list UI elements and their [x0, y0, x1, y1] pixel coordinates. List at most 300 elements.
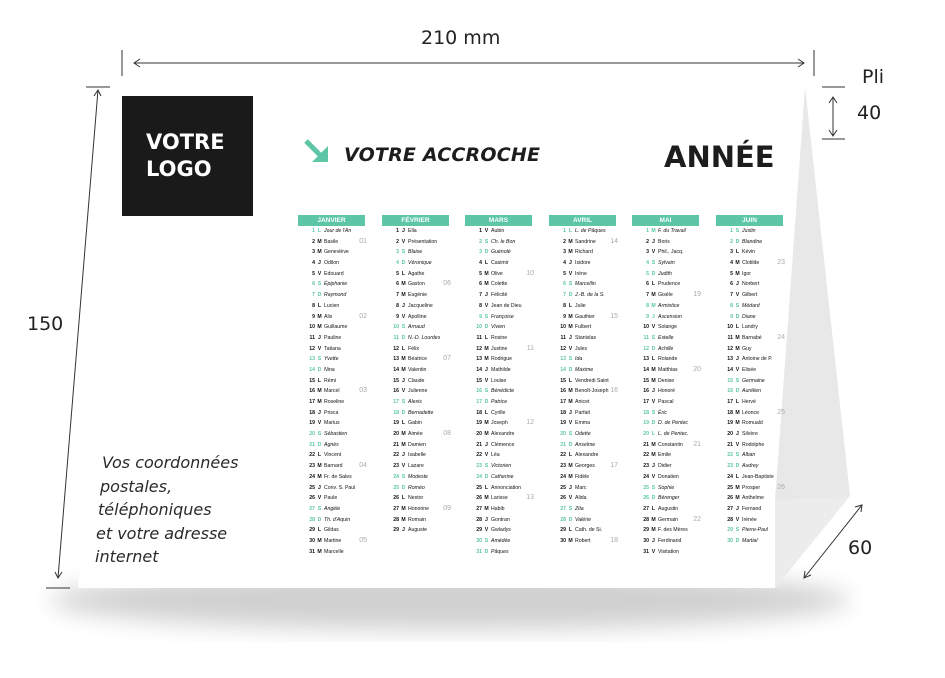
saint-name: Alexis	[408, 399, 422, 405]
saint-name: Fidèle	[575, 473, 590, 480]
day-number: 28	[643, 516, 649, 523]
day-row	[716, 376, 828, 387]
day-number: 1	[646, 228, 649, 234]
day-number: 20	[309, 431, 315, 438]
day-letter: V	[568, 420, 573, 427]
saint-name: Clémence	[491, 441, 515, 448]
day-letter: L	[484, 484, 489, 491]
day-number: 23	[393, 463, 399, 470]
week-number: 18	[610, 536, 618, 544]
day-letter: L	[317, 377, 322, 384]
day-letter: S	[401, 324, 406, 331]
day-letter: M	[651, 527, 656, 534]
day-letter: M	[401, 366, 406, 373]
width-label: 210 mm	[421, 27, 501, 49]
day-letter: M	[568, 249, 573, 256]
saint-name: Béatrice	[408, 356, 428, 363]
day-number: 18	[309, 409, 315, 416]
saint-name: Romuald	[742, 420, 763, 427]
day-letter: V	[317, 270, 322, 277]
day-number: 29	[476, 527, 482, 534]
day-letter: M	[401, 516, 406, 523]
day-letter: M	[401, 281, 406, 288]
day-letter: D	[401, 260, 406, 267]
day-number: 16	[727, 388, 733, 395]
day-letter: S	[568, 505, 573, 512]
day-number: 3	[563, 249, 566, 256]
day-letter: M	[484, 281, 489, 288]
day-row	[632, 547, 744, 558]
day-letter: J	[485, 366, 488, 373]
week-number: 04	[359, 462, 367, 470]
saint-name: Annonciation	[491, 484, 521, 491]
day-number: 7	[479, 292, 482, 299]
month-header: JUIN	[716, 215, 783, 226]
saint-name: Marcel	[324, 388, 340, 395]
saint-name: Justine	[491, 345, 508, 352]
day-letter: M	[317, 249, 322, 256]
day-number: 15	[643, 377, 649, 384]
day-number: 9	[563, 313, 566, 320]
contact-line: internet	[95, 547, 159, 566]
saint-name: F. du Travail	[658, 228, 686, 234]
day-letter: S	[651, 409, 656, 416]
day-letter: V	[568, 270, 573, 277]
saint-name: L. de Pentec.	[658, 431, 689, 438]
day-letter: S	[317, 281, 322, 288]
day-letter: J	[569, 484, 572, 491]
day-number: 27	[643, 505, 649, 512]
saint-name: Odilon	[324, 260, 339, 267]
day-number: 6	[563, 281, 566, 288]
day-letter: D	[317, 441, 322, 448]
day-number: 29	[727, 527, 733, 534]
day-letter: D	[484, 399, 489, 405]
saint-name: Roseline	[324, 399, 345, 405]
day-letter: S	[651, 484, 656, 491]
day-letter: L	[568, 228, 573, 234]
day-row	[716, 258, 828, 269]
saint-name: Apolline	[408, 313, 427, 320]
day-row	[298, 547, 410, 558]
day-row	[716, 397, 828, 408]
day-letter: M	[735, 345, 740, 352]
day-number: 25	[643, 484, 649, 491]
day-letter: D	[484, 324, 489, 331]
day-letter: J	[318, 260, 321, 267]
day-number: 29	[393, 527, 399, 534]
day-letter: V	[401, 463, 406, 470]
saint-name: Isidore	[575, 260, 591, 267]
day-letter: J	[569, 260, 572, 267]
saint-name: Colette	[491, 281, 508, 288]
saint-name: Pauline	[324, 334, 342, 341]
day-number: 19	[727, 420, 733, 427]
saint-name: Parfait	[575, 409, 590, 416]
saint-name: Boris	[658, 238, 670, 245]
saint-name: Lucien	[324, 302, 340, 309]
day-row	[716, 312, 828, 323]
day-letter: L	[568, 452, 573, 459]
day-number: 21	[393, 441, 399, 448]
saint-name: Julie	[575, 302, 586, 309]
day-number: 13	[309, 356, 315, 363]
saint-name: Pascal	[658, 399, 674, 405]
week-number: 07	[443, 355, 451, 363]
day-number: 5	[479, 270, 482, 277]
contact-info	[95, 451, 238, 569]
day-number: 31	[643, 548, 649, 555]
saint-name: Gabin	[408, 420, 422, 427]
day-letter: J	[485, 441, 488, 448]
week-number: 23	[777, 259, 785, 267]
day-letter: S	[317, 356, 322, 363]
day-letter: J	[736, 281, 739, 288]
day-letter: M	[401, 441, 406, 448]
day-letter: M	[401, 431, 406, 438]
day-number: 23	[309, 463, 315, 470]
saint-name: Paule	[324, 495, 338, 502]
day-number: 5	[730, 270, 733, 277]
day-number: 18	[643, 409, 649, 416]
saint-name: Gauthier	[575, 313, 595, 320]
day-number: 6	[396, 281, 399, 288]
day-letter: L	[401, 420, 406, 427]
saint-name: Cyrille	[491, 409, 506, 416]
day-letter: L	[568, 527, 573, 534]
saint-name: Alida	[575, 495, 587, 502]
day-letter: J	[736, 431, 739, 438]
day-letter: M	[651, 516, 656, 523]
day-number: 28	[393, 516, 399, 523]
saint-name: Guillaume	[324, 324, 348, 331]
day-letter: S	[401, 249, 406, 256]
saint-name: Louise	[491, 377, 507, 384]
day-letter: D	[401, 484, 406, 491]
day-number: 30	[643, 537, 649, 544]
arrow-down-right-icon	[303, 138, 331, 166]
saint-name: Léa	[491, 452, 500, 459]
day-letter: V	[401, 388, 406, 395]
saint-name: Visitation	[658, 548, 679, 555]
day-number: 31	[476, 548, 482, 555]
day-number: 3	[646, 249, 649, 256]
day-number: 11	[643, 334, 649, 341]
saint-name: Diane	[742, 313, 756, 320]
day-letter: J	[402, 377, 405, 384]
saint-name: Anicet	[575, 399, 590, 405]
day-row	[716, 333, 828, 344]
saint-name: Aimée	[408, 431, 423, 438]
day-number: 9	[396, 313, 399, 320]
day-letter: M	[317, 324, 322, 331]
day-letter: V	[484, 377, 489, 384]
month-column	[716, 215, 828, 547]
day-number: 2	[730, 238, 733, 245]
day-number: 6	[646, 281, 649, 288]
saint-name: Prudence	[658, 281, 681, 288]
day-number: 2	[312, 238, 315, 245]
day-number: 15	[309, 377, 315, 384]
day-number: 6	[479, 281, 482, 288]
day-number: 16	[476, 388, 482, 395]
day-number: 20	[393, 431, 399, 438]
saint-name: Joseph	[491, 420, 508, 427]
day-number: 17	[727, 399, 733, 405]
saint-name: Casimir	[491, 260, 509, 267]
day-number: 7	[312, 292, 315, 299]
saint-name: Bernadette	[408, 409, 434, 416]
day-number: 9	[479, 313, 482, 320]
day-letter: M	[317, 313, 322, 320]
saint-name: Gontran	[491, 516, 510, 523]
day-letter: L	[317, 527, 322, 534]
saint-name: Patrice	[491, 399, 508, 405]
saint-name: Blandine	[742, 238, 763, 245]
day-letter: M	[568, 473, 573, 480]
day-letter: V	[401, 238, 406, 245]
week-number: 20	[693, 365, 701, 373]
saint-name: Ch. le Bon	[491, 238, 516, 245]
day-number: 26	[643, 495, 649, 502]
saint-name: Gwladys	[491, 527, 511, 534]
saint-name: Matthias	[658, 366, 678, 373]
day-letter: L	[735, 324, 740, 331]
saint-name: Épiphanie	[324, 281, 348, 288]
day-number: 23	[560, 463, 566, 470]
week-number: 16	[610, 387, 618, 395]
saint-name: Jules	[575, 345, 588, 352]
day-number: 19	[643, 420, 649, 427]
saint-name: Aurélien	[742, 388, 762, 395]
day-letter: M	[651, 366, 656, 373]
saint-name: Vincent	[324, 452, 342, 459]
day-letter: S	[317, 431, 322, 438]
saint-name: Gildas	[324, 527, 339, 534]
day-letter: M	[401, 292, 406, 299]
day-letter: D	[401, 409, 406, 416]
day-letter: L	[484, 334, 489, 341]
saint-name: Solange	[658, 324, 678, 331]
day-row	[716, 408, 828, 419]
day-number: 10	[476, 324, 482, 331]
day-letter: S	[484, 537, 489, 544]
day-number: 8	[479, 302, 482, 309]
saint-name: J.-B. de la S.	[575, 292, 605, 299]
day-number: 29	[560, 527, 566, 534]
day-number: 1	[396, 228, 399, 234]
week-number: 19	[693, 291, 701, 299]
day-number: 25	[476, 484, 482, 491]
day-number: 11	[560, 334, 566, 341]
saint-name: Fernand	[742, 505, 762, 512]
day-number: 22	[560, 452, 566, 459]
day-number: 12	[309, 345, 315, 352]
saint-name: Vivien	[491, 324, 506, 331]
day-number: 11	[393, 334, 399, 341]
saint-name: Stanislas	[575, 334, 597, 341]
day-number: 11	[309, 334, 315, 341]
year-title: ANNÉE	[664, 140, 775, 174]
saint-name: Basile	[324, 238, 339, 245]
day-letter: M	[735, 260, 740, 267]
day-number: 8	[730, 302, 733, 309]
day-letter: L	[735, 399, 740, 405]
day-letter: D	[568, 516, 573, 523]
day-row	[716, 450, 828, 461]
day-letter: D	[735, 463, 740, 470]
day-row	[716, 237, 828, 248]
saint-name: Justin	[742, 228, 756, 234]
day-number: 1	[312, 228, 315, 234]
day-number: 22	[727, 452, 733, 459]
day-number: 30	[727, 537, 733, 544]
saint-name: Catherine	[491, 473, 514, 480]
day-number: 19	[393, 420, 399, 427]
day-number: 21	[309, 441, 315, 448]
saint-name: Isabelle	[408, 452, 426, 459]
day-letter: V	[317, 345, 322, 352]
day-row	[716, 515, 828, 526]
day-letter: D	[317, 366, 322, 373]
day-letter: V	[568, 495, 573, 502]
day-number: 23	[476, 463, 482, 470]
saint-name: Larisse	[491, 495, 508, 502]
day-row	[716, 493, 828, 504]
day-number: 17	[309, 399, 315, 405]
saint-name: Guy	[742, 345, 752, 352]
day-letter: J	[569, 334, 572, 341]
day-number: 17	[560, 399, 566, 405]
day-number: 5	[312, 270, 315, 277]
day-letter: V	[484, 228, 489, 234]
saint-name: Anthelme	[742, 495, 764, 502]
day-number: 24	[309, 473, 315, 480]
saint-name: Germaine	[742, 377, 765, 384]
day-number: 17	[476, 399, 482, 405]
month-header: MAI	[632, 215, 699, 226]
saint-name: Sylvain	[658, 260, 675, 267]
day-letter: V	[735, 292, 740, 299]
day-letter: D	[317, 292, 322, 299]
saint-name: Blaise	[408, 249, 423, 256]
saint-name: Rosine	[491, 334, 508, 341]
saint-name: Martine	[324, 537, 342, 544]
day-letter: S	[568, 281, 573, 288]
day-number: 13	[476, 356, 482, 363]
day-letter: V	[484, 452, 489, 459]
saint-name: Didier	[658, 463, 672, 470]
day-number: 3	[396, 249, 399, 256]
day-number: 26	[309, 495, 315, 502]
saint-name: Alban	[742, 452, 756, 459]
day-letter: J	[402, 228, 405, 234]
saint-name: Fulbert	[575, 324, 592, 331]
day-letter: D	[651, 270, 656, 277]
day-number: 8	[396, 302, 399, 309]
day-letter: V	[317, 495, 322, 502]
saint-name: Achille	[658, 345, 674, 352]
day-letter: M	[735, 484, 740, 491]
day-number: 4	[312, 260, 315, 267]
day-number: 30	[560, 537, 566, 544]
saint-name: Eugénie	[408, 292, 428, 299]
day-letter: M	[317, 463, 322, 470]
saint-name: Modeste	[408, 473, 428, 480]
saint-name: Marcelle	[324, 548, 344, 555]
day-number: 25	[727, 484, 733, 491]
day-letter: D	[735, 537, 740, 544]
day-letter: D	[484, 249, 489, 256]
day-number: 20	[476, 431, 482, 438]
saint-name: Marc	[575, 484, 587, 491]
day-letter: L	[651, 431, 656, 438]
day-row	[465, 547, 577, 558]
saint-name: Angèle	[324, 505, 341, 512]
day-number: 3	[730, 249, 733, 256]
day-letter: L	[317, 452, 322, 459]
day-letter: M	[317, 548, 322, 555]
logo-line-2: LOGO	[146, 157, 212, 181]
saint-name: Gisèle	[658, 292, 673, 299]
saint-name: Ida	[575, 356, 583, 363]
saint-name: Marius	[324, 420, 340, 427]
week-number: 09	[443, 504, 451, 512]
saint-name: Estelle	[658, 334, 674, 341]
day-letter: J	[736, 505, 739, 512]
day-number: 28	[309, 516, 315, 523]
day-number: 14	[560, 366, 566, 373]
day-number: 19	[476, 420, 482, 427]
day-number: 18	[727, 409, 733, 416]
day-number: 14	[643, 366, 649, 373]
saint-name: Pâques	[491, 548, 509, 555]
saint-name: Félicité	[491, 292, 508, 299]
day-number: 12	[727, 345, 733, 352]
day-letter: M	[317, 473, 322, 480]
saint-name: Bérenger	[658, 495, 680, 502]
saint-name: Fr. de Sales	[324, 473, 352, 480]
day-row	[716, 504, 828, 515]
day-letter: D	[651, 345, 656, 352]
saint-name: Odette	[575, 431, 591, 438]
day-number: 27	[476, 505, 482, 512]
day-letter: D	[317, 516, 322, 523]
day-number: 13	[643, 356, 649, 363]
day-letter: J	[652, 238, 655, 245]
day-number: 2	[479, 238, 482, 245]
saint-name: Barnabé	[742, 334, 762, 341]
day-letter: S	[401, 399, 406, 405]
saint-name: Mathilde	[491, 366, 511, 373]
saint-name: Silvère	[742, 431, 758, 438]
saint-name: Agnès	[324, 441, 339, 448]
week-number: 02	[359, 312, 367, 320]
saint-name: Jacqueline	[408, 302, 433, 309]
week-number: 21	[693, 440, 701, 448]
day-row	[716, 472, 828, 483]
day-letter: M	[735, 420, 740, 427]
day-letter: D	[484, 548, 489, 555]
month-header: AVRIL	[549, 215, 616, 226]
day-number: 10	[393, 324, 399, 331]
day-number: 26	[393, 495, 399, 502]
saint-name: Gaston	[408, 281, 425, 288]
day-row	[716, 536, 828, 547]
day-row	[716, 440, 828, 451]
day-letter: S	[568, 431, 573, 438]
day-number: 22	[309, 452, 315, 459]
